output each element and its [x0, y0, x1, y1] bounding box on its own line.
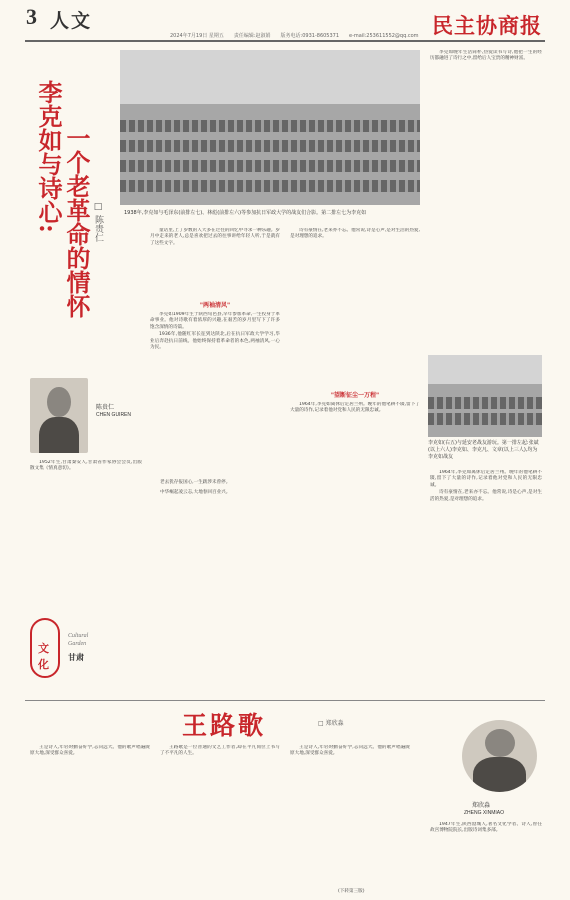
article2-column-2	[160, 745, 280, 885]
article-title-part1: 李克如与诗心:	[34, 80, 63, 233]
article-title-part2: 一个老革命的情怀	[62, 126, 91, 318]
photo2-caption: 李克如(右五)与延安老战友游玩。第一排左起:张斌(以上六人)李克如、李克凡、文章(以上三人),均为李克如战友	[428, 440, 539, 460]
culture-mark: 文化	[30, 618, 60, 678]
section-name: 人文	[50, 10, 93, 32]
author-name-en: CHEN GUIREN	[96, 412, 132, 418]
article-author: □ 陈贵仁	[93, 202, 103, 242]
paragraph: 诗有豪情在,老来亦不忘。他常说,诗是心声,是对生活的热爱,是对理想的追求。	[290, 228, 420, 240]
poem-line-1: 老去犹存报国心,一生跋涉未曾停。	[160, 480, 231, 485]
page-header	[0, 0, 570, 40]
paragraph: 诗有豪情在,老来亦不忘。他常说,诗是心声,是对生活的热爱,是对理想的追求。	[430, 490, 542, 502]
author2-name-en: ZHENG XINMIAO	[464, 810, 505, 816]
author2-photo	[462, 720, 537, 792]
article2-title: 王路歌	[182, 711, 267, 740]
article2-author: □ 郑欣淼	[318, 720, 344, 727]
text-column-right-bottom	[430, 470, 542, 695]
header-rule	[25, 40, 545, 42]
subheading-2: "望断征尘一万程"	[330, 392, 380, 399]
author-name: 陈贵仁	[96, 404, 115, 411]
author-bio	[30, 460, 142, 610]
text-column-2	[290, 228, 420, 388]
article2-column-3	[290, 745, 410, 885]
photo-caption: 1938年,李克如与毛泽东(前排左七)、林彪(前排左六)等参加抗日军政大学的战友们合影。第二排左七为李克如	[124, 210, 367, 216]
paragraph: 王是诗人,年轻时勤奋好学,志向远大。他的歌声唱遍陇原大地,深受群众喜爱。	[30, 745, 150, 757]
paragraph: 王路歌是一位普通的文艺工作者,却在平凡岗位上书写了不平凡的人生。	[160, 745, 280, 757]
text-column-2b	[290, 402, 420, 692]
author2-bio	[430, 822, 542, 892]
article2-column-1	[30, 745, 150, 885]
group-photo-2	[428, 355, 542, 437]
paragraph: 1947年生,陕西澄城人,著名文化学者、诗人,曾任故宫博物院院长,出版诗词集多部。	[430, 822, 542, 834]
paragraph: 李克如晚年生活简朴,热爱读书写诗,他把一生的经历都融进了诗行之中,留给后人宝贵的精神财富。	[430, 50, 542, 62]
newspaper-logo: 民主协商报	[432, 13, 542, 38]
culture-en: Cultural Garden	[68, 633, 89, 647]
poem-line-2: 中华崛起凌云志,大地春回百业兴。	[160, 490, 231, 495]
text-column-1b	[150, 312, 280, 692]
paragraph: 1964年,李克如离休后定居兰州。晚年的他笔耕不辍,留下了大量的诗作,记录着他对党和人民的无限忠诚。	[290, 402, 420, 414]
paragraph: 1964年,李克如离休后定居兰州。晚年的他笔耕不辍,留下了大量的诗作,记录着他对党和人民的无限忠诚。	[430, 470, 542, 488]
paragraph: 1952年生,甘肃秦安人,甘肃省作家协会会员,出版散文集《情真意切》。	[30, 460, 142, 472]
section-divider	[25, 700, 545, 701]
header-info: 2024年7月19日 星期五 责任编辑:赵淑娟 版务电话:0931-8605371 e-mail:253611552@qq.com	[170, 33, 419, 39]
paragraph: 李克如1909年生于陕西旬邑县,早年参加革命,一生投身于革命事业。他对诗歌有着浓厚的兴趣,在艰苦的岁月里写下了许多饱含深情的诗篇。	[150, 312, 280, 330]
group-photo	[120, 50, 420, 205]
page-number: 3	[26, 4, 37, 29]
paragraph: 1936年,他随红军长征到达陕北,后在抗日军政大学学习,毕业后奔赴抗日前线。他始终保持着革命者的本色,两袖清风,一心为民。	[150, 332, 280, 351]
culture-zh: 甘肃	[68, 652, 84, 662]
paragraph: 王是诗人,年轻时勤奋好学,志向远大。他的歌声唱遍陇原大地,深受群众喜爱。	[290, 745, 410, 757]
culture-column-logo	[30, 618, 150, 678]
paragraph: 童话里,上了岁数的人大多在过往的回忆中寻求一种乐趣。岁月中走来的老人,总是喜欢把过去的往事讲给年轻人听,于是就有了这些文字。	[150, 228, 280, 246]
subheading-1: "两袖清风"	[199, 302, 231, 309]
author2-name: 郑欣淼	[472, 802, 491, 809]
author-photo	[30, 378, 88, 453]
text-column-right-top	[430, 50, 542, 350]
continue-note: (下转第三版)	[338, 889, 365, 894]
